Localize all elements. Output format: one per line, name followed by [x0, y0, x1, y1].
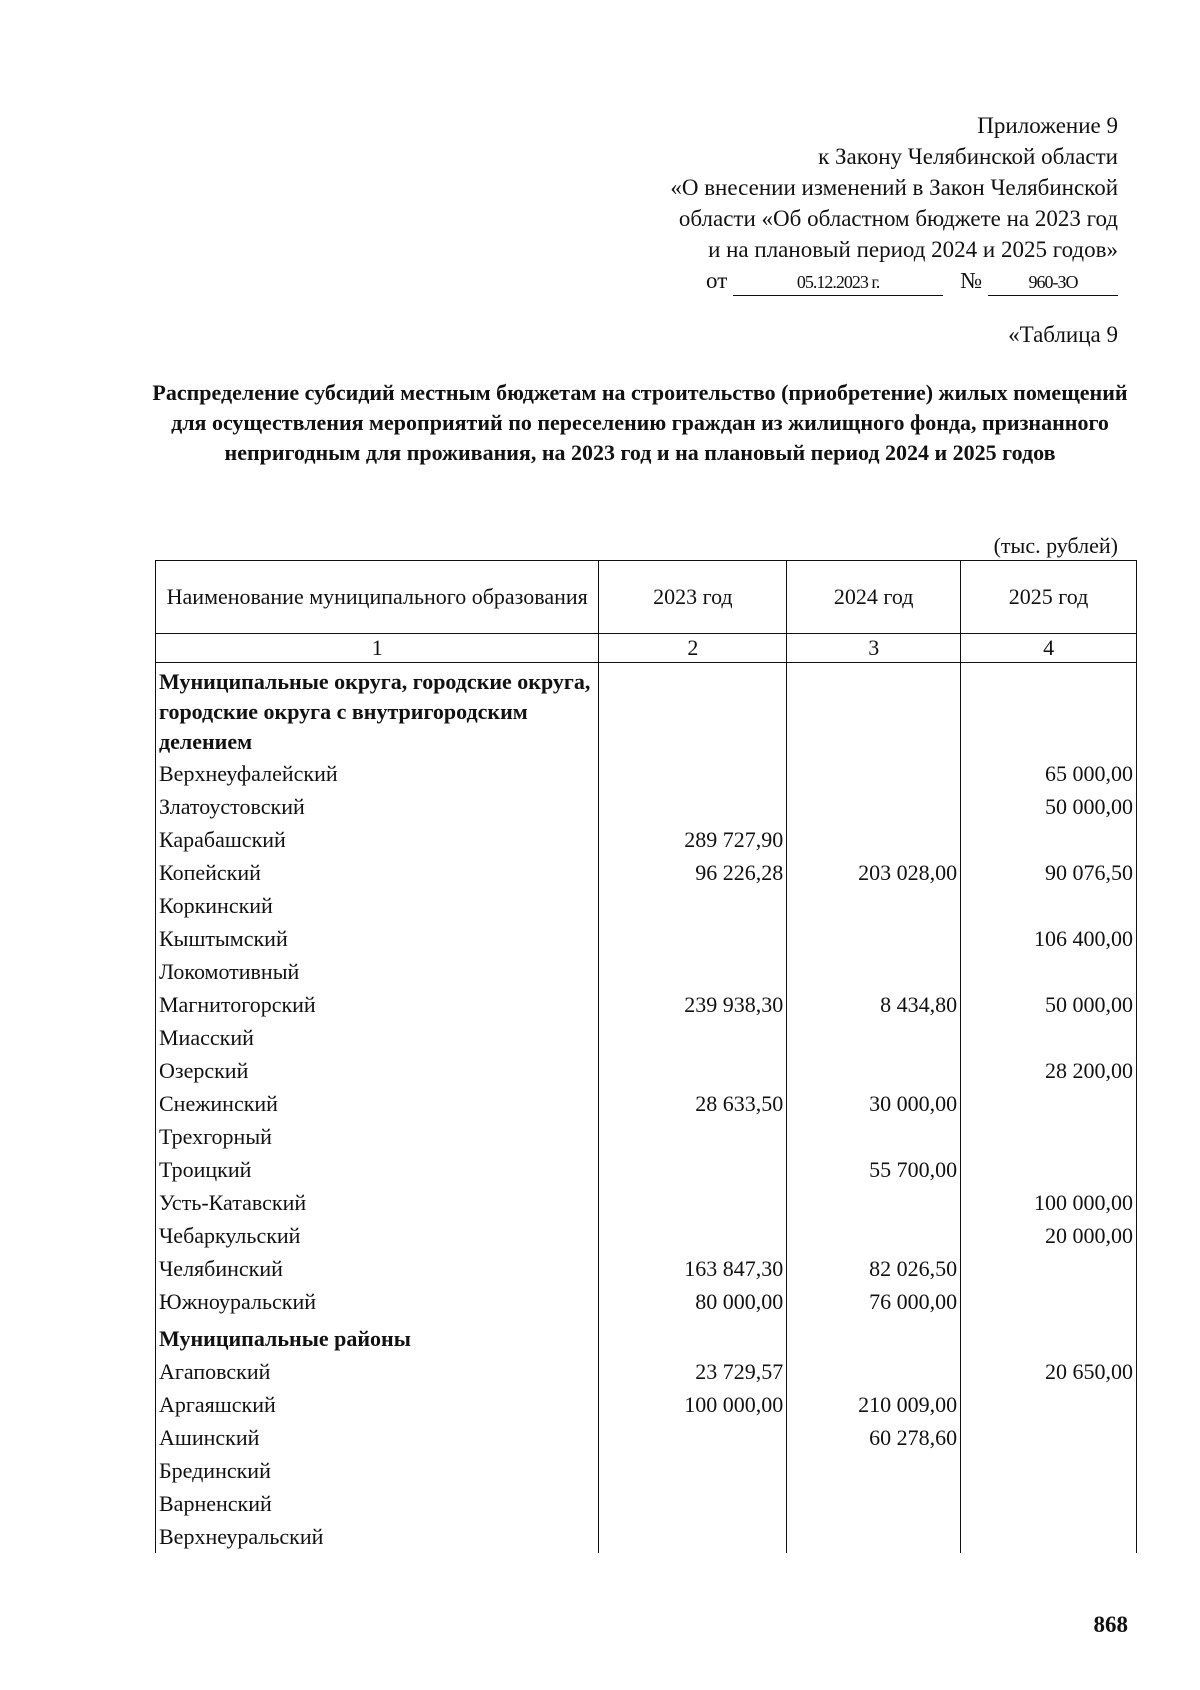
law-date-number — [558, 265, 1118, 296]
value-2025 — [961, 1021, 1137, 1054]
municipality-name: Кыштымский — [156, 922, 599, 955]
table-row — [156, 1388, 1137, 1421]
table-row — [156, 1252, 1137, 1285]
municipality-name: Коркинский — [156, 889, 599, 922]
municipality-name: Челябинский — [156, 1252, 599, 1285]
value-2024 — [787, 663, 961, 758]
value-2025 — [961, 1120, 1137, 1153]
value-2024: 76 000,00 — [787, 1285, 961, 1318]
municipality-name: Агаповский — [156, 1355, 599, 1388]
value-2024: 210 009,00 — [787, 1388, 961, 1421]
column-number: 1 — [156, 634, 599, 663]
value-2025 — [961, 663, 1137, 758]
table-label: «Таблица 9 — [1008, 322, 1118, 347]
value-2025 — [961, 1153, 1137, 1186]
value-2023 — [599, 1021, 787, 1054]
value-2024: 30 000,00 — [787, 1087, 961, 1120]
value-2023: 23 729,57 — [599, 1355, 787, 1388]
municipality-name: Карабашский — [156, 823, 599, 856]
value-2025 — [961, 1454, 1137, 1487]
table-row — [156, 1087, 1137, 1120]
municipality-name: Брединский — [156, 1454, 599, 1487]
municipality-name: Усть-Катавский — [156, 1186, 599, 1219]
table-row — [156, 1487, 1137, 1520]
municipality-name: Троицкий — [156, 1153, 599, 1186]
value-2023 — [599, 1120, 787, 1153]
value-2025: 28 200,00 — [961, 1054, 1137, 1087]
law-date: 05.12.2023 г. — [733, 269, 943, 296]
value-2025 — [961, 889, 1137, 922]
value-2025 — [961, 1388, 1137, 1421]
table-row — [156, 1355, 1137, 1388]
value-2023: 28 633,50 — [599, 1087, 787, 1120]
value-2025 — [961, 823, 1137, 856]
municipality-name: Копейский — [156, 856, 599, 889]
value-2023: 163 847,30 — [599, 1252, 787, 1285]
municipality-name: Ашинский — [156, 1421, 599, 1454]
appendix-header — [558, 110, 1118, 296]
value-2023 — [599, 790, 787, 823]
header-municipality: Наименование муниципального образования — [156, 561, 599, 634]
municipality-name: Чебаркульский — [156, 1219, 599, 1252]
municipality-name: Трехгорный — [156, 1120, 599, 1153]
value-2024 — [787, 1318, 961, 1355]
value-2023 — [599, 757, 787, 790]
table-row — [156, 955, 1137, 988]
value-2025 — [961, 955, 1137, 988]
value-2024: 60 278,60 — [787, 1421, 961, 1454]
value-2025: 106 400,00 — [961, 922, 1137, 955]
value-2023 — [599, 1153, 787, 1186]
value-2023 — [599, 922, 787, 955]
value-2025 — [961, 1087, 1137, 1120]
value-2024: 203 028,00 — [787, 856, 961, 889]
table-row — [156, 1421, 1137, 1454]
municipality-name: Муниципальные районы — [156, 1318, 599, 1355]
value-2024 — [787, 757, 961, 790]
value-2025: 50 000,00 — [961, 790, 1137, 823]
law-name-line-2: области «Об областном бюджете на 2023 год — [678, 206, 1118, 231]
value-2024 — [787, 1186, 961, 1219]
value-2025: 50 000,00 — [961, 988, 1137, 1021]
table-row — [156, 1454, 1137, 1487]
municipality-name: Варненский — [156, 1487, 599, 1520]
value-2024 — [787, 1120, 961, 1153]
table-header-row — [156, 561, 1137, 634]
value-2023: 289 727,90 — [599, 823, 787, 856]
table-row — [156, 922, 1137, 955]
value-2023: 239 938,30 — [599, 988, 787, 1021]
table-row — [156, 823, 1137, 856]
value-2024 — [787, 1355, 961, 1388]
document-title: Распределение субсидий местным бюджетам на строительство (приобретение) жилых помещений для осуществления мероприятий по переселению граждан из жилищного фонда, признанного непригодным для проживания, на 2023 год и на плановый период 2024 и 2025 годов — [152, 380, 1128, 465]
value-2023 — [599, 663, 787, 758]
municipality-name: Озерский — [156, 1054, 599, 1087]
subsidy-table — [155, 560, 1137, 1553]
law-name-line-1: «О внесении изменений в Закон Челябинской — [670, 175, 1118, 200]
value-2023 — [599, 1520, 787, 1553]
value-2024 — [787, 922, 961, 955]
value-2023: 80 000,00 — [599, 1285, 787, 1318]
municipality-name: Муниципальные округа, городские округа, городские округа с внутригородским делением — [156, 663, 599, 758]
municipality-name: Южноуральский — [156, 1285, 599, 1318]
value-2025 — [961, 1252, 1137, 1285]
table-row — [156, 988, 1137, 1021]
municipality-name: Локомотивный — [156, 955, 599, 988]
table-row — [156, 1219, 1137, 1252]
value-2024: 8 434,80 — [787, 988, 961, 1021]
value-2024 — [787, 889, 961, 922]
value-2023 — [599, 1219, 787, 1252]
value-2025 — [961, 1520, 1137, 1553]
value-2023 — [599, 889, 787, 922]
municipality-name: Магнитогорский — [156, 988, 599, 1021]
table-row — [156, 1054, 1137, 1087]
value-2024 — [787, 1021, 961, 1054]
municipality-name: Златоустовский — [156, 790, 599, 823]
value-2024 — [787, 1520, 961, 1553]
header-2025: 2025 год — [961, 561, 1137, 634]
group-heading-row — [156, 663, 1137, 758]
value-2025 — [961, 1318, 1137, 1355]
value-2023 — [599, 1186, 787, 1219]
municipality-name: Аргаяшский — [156, 1388, 599, 1421]
value-2025: 100 000,00 — [961, 1186, 1137, 1219]
group-heading-row — [156, 1318, 1137, 1355]
units-label: (тыс. рублей) — [993, 533, 1118, 558]
value-2024 — [787, 1054, 961, 1087]
number-label: № — [960, 268, 983, 293]
table-row — [156, 757, 1137, 790]
value-2025: 20 000,00 — [961, 1219, 1137, 1252]
value-2023 — [599, 1487, 787, 1520]
value-2024: 55 700,00 — [787, 1153, 961, 1186]
municipality-name: Миасский — [156, 1021, 599, 1054]
value-2024 — [787, 1219, 961, 1252]
page-number: 868 — [1093, 1612, 1128, 1637]
table-row — [156, 1153, 1137, 1186]
header-2024: 2024 год — [787, 561, 961, 634]
table-row — [156, 1520, 1137, 1553]
value-2025 — [961, 1421, 1137, 1454]
law-reference: к Закону Челябинской области — [818, 144, 1118, 169]
value-2025: 65 000,00 — [961, 757, 1137, 790]
value-2025: 90 076,50 — [961, 856, 1137, 889]
value-2023 — [599, 1454, 787, 1487]
value-2023 — [599, 955, 787, 988]
appendix-title: Приложение 9 — [977, 113, 1118, 138]
value-2023: 100 000,00 — [599, 1388, 787, 1421]
column-number: 4 — [961, 634, 1137, 663]
table-row — [156, 1186, 1137, 1219]
table-row — [156, 790, 1137, 823]
column-number: 3 — [787, 634, 961, 663]
table-row — [156, 1285, 1137, 1318]
column-number: 2 — [599, 634, 787, 663]
law-name-line-3: и на плановый период 2024 и 2025 годов» — [708, 237, 1118, 262]
column-number-row — [156, 634, 1137, 663]
municipality-name: Верхнеуральский — [156, 1520, 599, 1553]
value-2024 — [787, 1454, 961, 1487]
value-2024 — [787, 1487, 961, 1520]
value-2024 — [787, 790, 961, 823]
value-2023: 96 226,28 — [599, 856, 787, 889]
table-row — [156, 856, 1137, 889]
municipality-name: Верхнеуфалейский — [156, 757, 599, 790]
value-2023 — [599, 1421, 787, 1454]
value-2025 — [961, 1285, 1137, 1318]
value-2023 — [599, 1318, 787, 1355]
table-row — [156, 1021, 1137, 1054]
value-2023 — [599, 1054, 787, 1087]
table-row — [156, 889, 1137, 922]
header-2023: 2023 год — [599, 561, 787, 634]
law-number: 960-ЗО — [988, 269, 1118, 296]
value-2024: 82 026,50 — [787, 1252, 961, 1285]
from-label: от — [706, 268, 728, 293]
value-2025: 20 650,00 — [961, 1355, 1137, 1388]
value-2024 — [787, 955, 961, 988]
table-row — [156, 1120, 1137, 1153]
municipality-name: Снежинский — [156, 1087, 599, 1120]
value-2024 — [787, 823, 961, 856]
value-2025 — [961, 1487, 1137, 1520]
